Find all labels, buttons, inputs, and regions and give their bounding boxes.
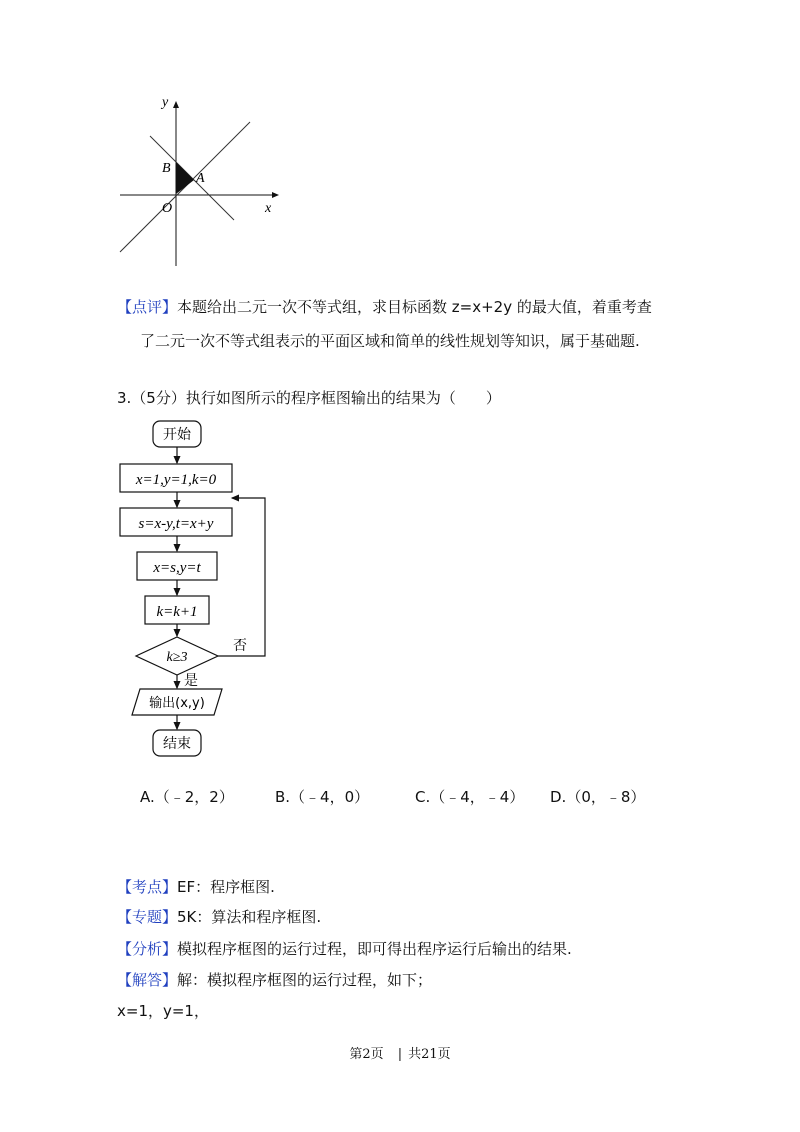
jieda-line: 【解答】解：模拟程序框图的运行过程，如下； (117, 971, 433, 989)
option-c: C.（﹣4，﹣4） (415, 788, 525, 806)
question-text: 3.（5分）执行如图所示的程序框图输出的结果为（ ） (117, 389, 501, 407)
coordinate-graph (110, 90, 290, 275)
point-b-label: B (162, 161, 171, 176)
page-footer (0, 1045, 800, 1065)
zhuanti-line: 【专题】5K：算法和程序框图. (117, 908, 322, 926)
condition-label: k≥3 (166, 650, 188, 665)
solution-last-line: x=1，y=1， (117, 1002, 209, 1020)
start-label: 开始 (163, 427, 191, 443)
step2-label: x=s,y=t (153, 560, 201, 576)
no-label: 否 (233, 638, 247, 654)
flowchart (100, 418, 300, 763)
comment-line-2: 了二元一次不等式组表示的平面区域和简单的线性规划等知识，属于基础题. (140, 332, 640, 350)
kaodian-line: 【考点】EF：程序框图. (117, 878, 275, 896)
fenxi-line: 【分析】模拟程序框图的运行过程，即可得出程序运行后输出的结果. (117, 940, 572, 958)
feasible-region (176, 162, 194, 194)
footer-separator: | (397, 1047, 403, 1062)
x-axis-label: x (265, 201, 272, 216)
option-b: B.（﹣4，0） (275, 788, 370, 806)
step1-label: s=x-y,t=x+y (138, 516, 214, 532)
page-total: 共21页 (408, 1047, 451, 1062)
y-axis-label: y (162, 95, 169, 110)
comment-tag: 【点评】 (117, 298, 178, 316)
output-label: 输出(x,y) (149, 696, 205, 711)
comment-line-1: 【点评】本题给出二元一次不等式组，求目标函数 z=x+2y 的最大值，着重考查 (117, 298, 652, 316)
end-label: 结束 (163, 736, 191, 752)
page-number: 第2页 (349, 1047, 384, 1062)
origin-label: O (162, 201, 173, 216)
point-a-label: A (196, 171, 205, 186)
yes-label: 是 (184, 673, 198, 689)
step3-label: k=k+1 (156, 604, 198, 620)
init-label: x=1,y=1,k=0 (135, 472, 217, 488)
option-a: A.（﹣2，2） (140, 788, 234, 806)
option-d: D.（0，﹣8） (550, 788, 646, 806)
